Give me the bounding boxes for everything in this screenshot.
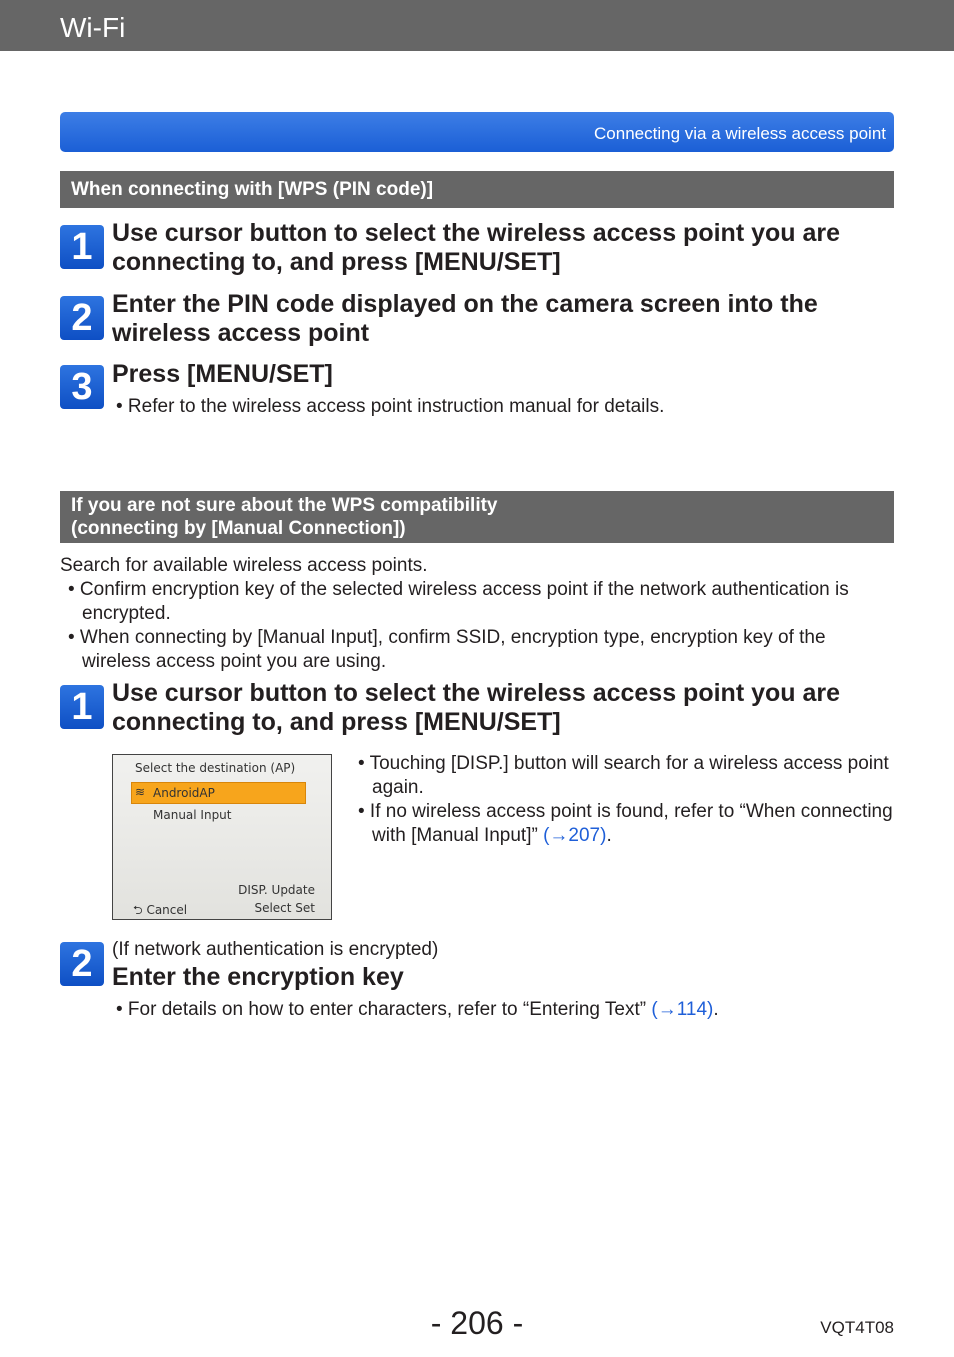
bullet-item: • If no wireless access point is found, refer to “When connecting with [Manual Input]” (→207). <box>358 801 893 846</box>
step-number-badge: 2 <box>60 296 104 340</box>
screen-notes <box>354 752 894 848</box>
section-title-line1: If you are not sure about the WPS compatibility <box>71 495 498 516</box>
back-arrow-icon: ⮌ <box>133 903 143 917</box>
breadcrumb[interactable]: Connecting via a wireless access point <box>594 124 886 143</box>
manual-input-option: Manual Input <box>153 808 232 822</box>
step-heading: Enter the PIN code displayed on the camera screen into the wireless access point <box>112 290 818 347</box>
section-title: When connecting with [WPS (PIN code)] <box>71 179 434 200</box>
step-number-badge: 2 <box>60 942 104 986</box>
bullet-item: • When connecting by [Manual Input], confirm SSID, encryption type, encryption key of the wireless access point you are using. <box>68 627 826 672</box>
step-heading: Use cursor button to select the wireless access point you are connecting to, and press [MENU/SET] <box>112 679 841 736</box>
update-hint: DISP. Update <box>238 883 315 897</box>
selected-access-point: AndroidAP <box>153 786 215 800</box>
screen-title: Select the destination (AP) <box>135 761 296 775</box>
step-heading: Use cursor button to select the wireless access point you are connecting to, and press [MENU/SET] <box>112 219 841 276</box>
select-set-hint: Select Set <box>254 901 315 915</box>
document-code: VQT4T08 <box>820 1318 894 1337</box>
step-note: • Refer to the wireless access point instruction manual for details. <box>116 396 665 417</box>
cancel-hint: ⮌ Cancel <box>133 903 188 917</box>
bullet-item: • Confirm encryption key of the selected wireless access point if the network authentication is encrypted. <box>68 579 849 624</box>
step-number-badge: 1 <box>60 685 104 729</box>
chapter-title: Wi-Fi <box>60 12 126 43</box>
step-heading: Enter the encryption key <box>112 963 404 991</box>
section-header-manual-connection <box>60 491 894 543</box>
step-number-badge: 3 <box>60 365 104 409</box>
step-precondition: (If network authentication is encrypted) <box>112 939 439 960</box>
page-link[interactable]: (→114) <box>651 999 714 1020</box>
camera-screen-image <box>112 754 332 920</box>
section-body <box>60 554 894 674</box>
page-number: - 206 - <box>430 1305 524 1341</box>
section-header-wps-pin <box>60 171 894 208</box>
top-bar <box>0 0 954 51</box>
bullet-item: • Touching [DISP.] button will search for a wireless access point again. <box>358 753 889 798</box>
step-number-badge: 1 <box>60 225 104 269</box>
intro-text: Search for available wireless access points. <box>60 555 428 576</box>
step-note: • For details on how to enter characters, refer to “Entering Text” (→114). <box>116 999 719 1020</box>
page-link[interactable]: (→207) <box>543 825 607 846</box>
step-heading: Press [MENU/SET] <box>112 360 333 388</box>
wifi-icon: ≋ <box>135 785 146 799</box>
section-title-line2: (connecting by [Manual Connection]) <box>71 518 406 539</box>
breadcrumb-bar <box>60 112 894 152</box>
